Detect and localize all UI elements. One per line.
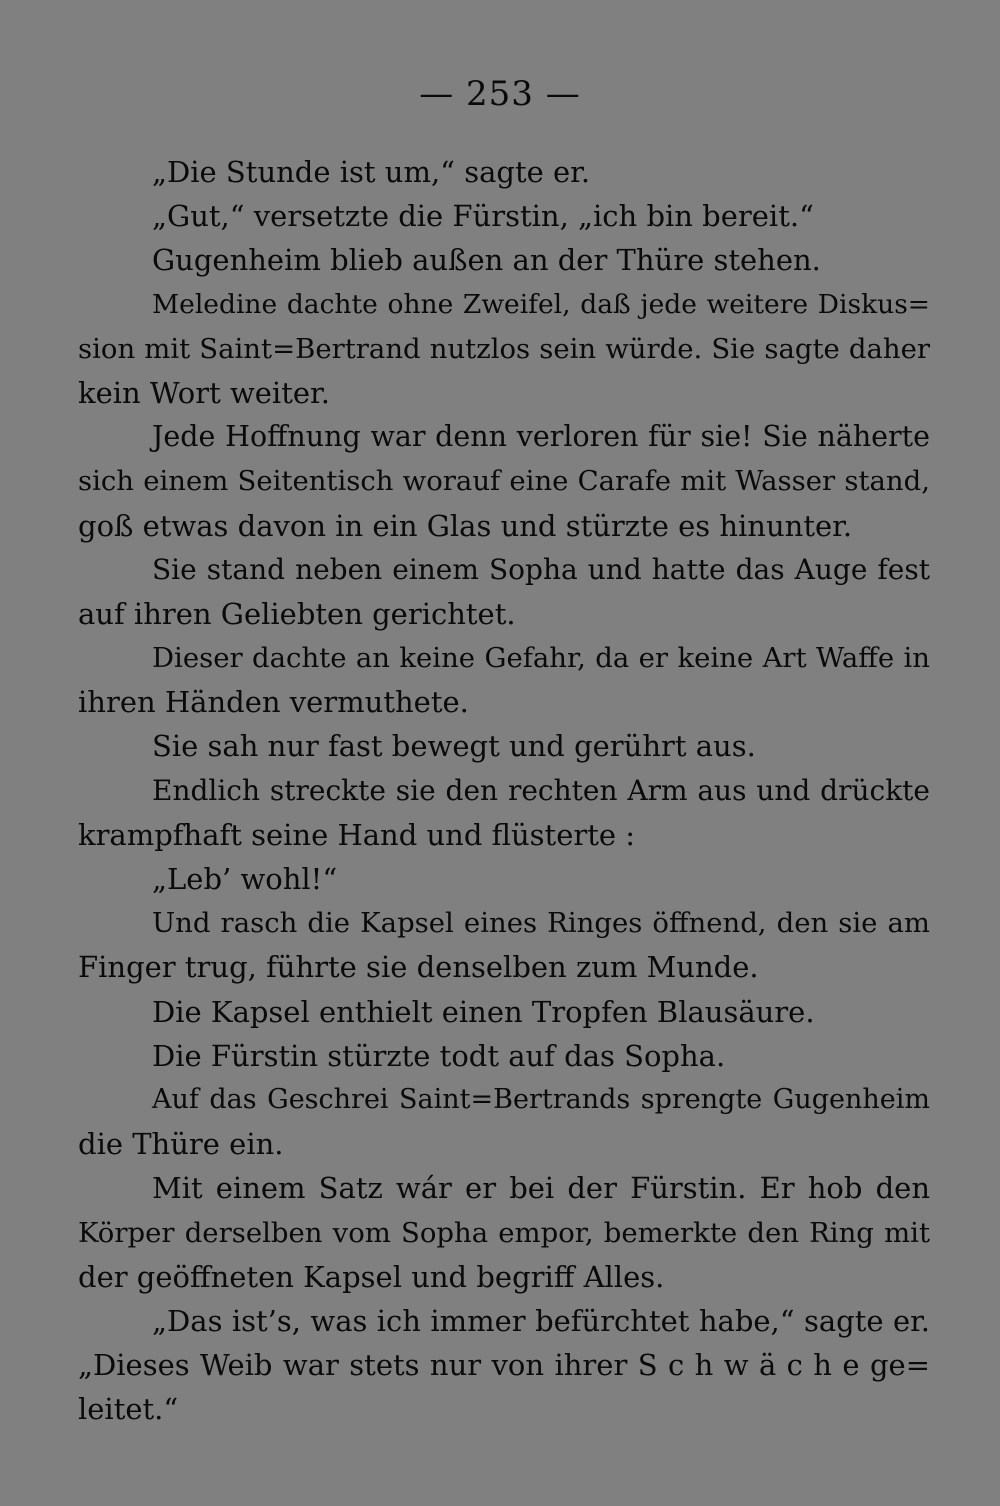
text-line: Finger trug, führte sie denselben zum Munde. bbox=[78, 950, 759, 985]
text-line: „Gut,“ versetzte die Fürstin, „ich bin bereit.“ bbox=[152, 199, 814, 234]
text-line: „Leb’ wohl!“ bbox=[152, 862, 338, 896]
text-line: Sie stand neben einem Sopha und hatte das Auge fest bbox=[152, 552, 930, 586]
text-line: die Thüre ein. bbox=[78, 1127, 284, 1162]
text-line: „Das ist’s, was ich immer befürchtet habe,“ sagte er. bbox=[152, 1303, 930, 1338]
text-line: Gugenheim blieb außen an der Thüre stehen. bbox=[152, 243, 821, 278]
text-line: Die Fürstin stürzte todt auf das Sopha. bbox=[152, 1038, 726, 1073]
text-line: auf ihren Geliebten gerichtet. bbox=[78, 596, 516, 631]
text-line: sich einem Seitentisch worauf eine Carafe mit Wasser stand, bbox=[78, 465, 930, 498]
text-line: Die Kapsel enthielt einen Tropfen Blausäure. bbox=[152, 994, 815, 1029]
text-line: sion mit Saint=Bertrand nutzlos sein würde. Sie sagte daher bbox=[78, 332, 930, 365]
text-line: krampfhaft seine Hand und flüsterte : bbox=[78, 817, 636, 852]
text-line: Körper derselben vom Sopha empor, bemerkte den Ring mit bbox=[78, 1216, 930, 1249]
text-line: Jede Hoffnung war denn verloren für sie! Sie näherte bbox=[152, 420, 930, 454]
text-line: kein Wort weiter. bbox=[78, 375, 330, 410]
text-line: Sie sah nur fast bewegt und gerührt aus. bbox=[152, 729, 756, 764]
body-text bbox=[78, 150, 930, 1431]
text-line: leitet.“ bbox=[78, 1392, 179, 1427]
text-line: Mit einem Satz wár er bei der Fürstin. Er hob den bbox=[152, 1171, 930, 1206]
text-line: goß etwas davon in ein Glas und stürzte es hinunter. bbox=[78, 508, 853, 543]
text-line: Endlich streckte sie den rechten Arm aus und drückte bbox=[152, 773, 930, 807]
text-line: der geöffneten Kapsel und begriff Alles. bbox=[78, 1259, 665, 1294]
text-line: ihren Händen vermuthete. bbox=[78, 685, 469, 720]
text-line: Meledine dachte ohne Zweifel, daß jede weitere Diskus= bbox=[152, 288, 930, 320]
text-line: Und rasch die Kapsel eines Ringes öffnend, den sie am bbox=[152, 907, 930, 940]
page-number: — 253 — bbox=[419, 74, 581, 114]
text-line: Dieser dachte an keine Gefahr, da er keine Art Waffe in bbox=[152, 642, 930, 675]
text-line: Auf das Geschrei Saint=Bertrands sprengte Gugenheim bbox=[152, 1083, 930, 1115]
text-line: „Die Stunde ist um,“ sagte er. bbox=[152, 155, 591, 189]
text-line: „Dieses Weib war stets nur von ihrer S c h w ä c h e ge= bbox=[78, 1348, 930, 1383]
